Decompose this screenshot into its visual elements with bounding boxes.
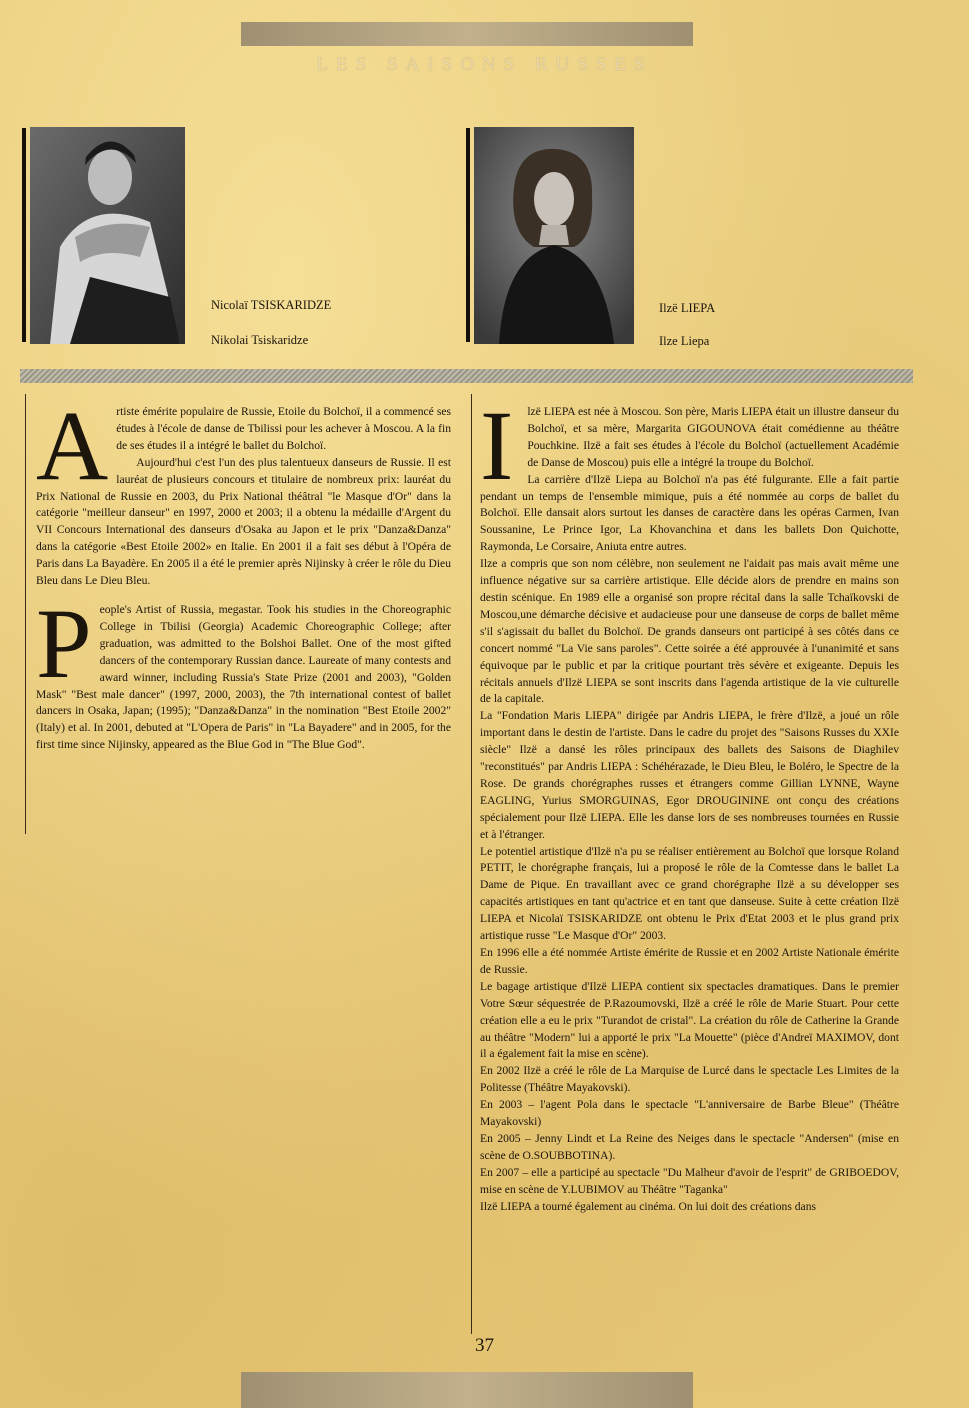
section-divider: [20, 369, 913, 383]
paragraph: En 2002 Ilzë a créé le rôle de La Marquise de Lurcé dans le spectacle Les Limites de la Politesse (Théâtre Mayakovski).: [480, 1064, 899, 1095]
paragraph: En 1996 elle a été nommée Artiste émérite de Russie et en 2002 Artiste Nationale émérite de Russie.: [480, 946, 899, 976]
page-number: 37: [475, 1335, 494, 1356]
page-header-title: LES SAISONS RUSSES: [316, 54, 653, 75]
column-rule: [25, 394, 26, 834]
profile-latin-name: Nikolai Tsiskaridze: [211, 333, 309, 347]
drop-cap: A: [36, 390, 109, 501]
column-rule: [471, 394, 472, 1334]
paragraph: eople's Artist of Russia, megastar. Took his studies in the Choreographic College in Tbilisi (Georgia) Academic Choreographic College; after graduation, was admitted to the Bolshoi Ballet. One of the most gifted dancers of the contemporary Russian dance. Laureate of many contests and award winner, including Russia's State Prize (2001 and 2003), "Golden Mask" "Best male dancer" (1997, 2000, 2003), the 7th international contest of ballet dancers in Osaka, Japan; (1995); "Danza&Danza" in the nomination "Best Etoile 2002" (Italy) et al. In 2001, debuted at "L'Opera de Paris" in "La Bayadere" and in 2005, for the first time since Nijinsky, appeared as the Blue God in "The Blue God".: [36, 602, 451, 752]
paragraph: Le bagage artistique d'Ilzë LIEPA contient six spectacles dramatiques. Dans le premier Votre Sœur séquestrée de P.Razoumovski, Ilzë a créé le rôle de Marie Stuart. Pour cette création elle a eu le prix "Turandot de cristal". La création du rôle de Catherine la Grande au théâtre "Modern" lui a apporté le prix "La Mouette" (pièce d'Andreï MAXIMOV, dont il a également fait la mise en scène).: [480, 979, 899, 1061]
left-column: [36, 390, 451, 754]
drop-cap: I: [480, 390, 514, 501]
paragraph: En 2003 – l'agent Pola dans le spectacle "L'anniversaire de Barbe Bleue" (Théâtre Mayakovski): [480, 1098, 899, 1129]
paragraph: En 2005 – Jenny Lindt et La Reine des Neiges dans le spectacle "Andersen" (mise en scène de O.SOUBBOTINA).: [480, 1131, 899, 1162]
paragraph: Le potentiel artistique d'Ilzë n'a pu se réaliser entièrement au Bolchoï que lorsque Roland PETIT, le chorégraphe français, lui a proposé le rôle de la Comtesse dans le ballet La Dame de Pique. En travaillant avec ce grand chorégraphe Ilzë a su développer ses capacités artistiques en tant qu'actrice et en tant que danseuse. Suite à cette création Ilzë LIEPA et Nicolaï TSISKARIDZE ont obtenu le Prix d'Etat 2003 et le plus grand prix artistique russe "Le Masque d'Or" 2003.: [480, 844, 899, 943]
paragraph: Ilzë LIEPA a tourné également au cinéma. On lui doit des créations dans: [480, 1199, 817, 1213]
paragraph: rtiste émérite populaire de Russie, Etoile du Bolchoï, il a commencé ses études à l'école de danse de Tbilissi pour les achever à Moscou. A la fin de ses études il a intégré le ballet du Bolchoï.: [116, 405, 451, 452]
drop-cap: P: [36, 587, 92, 699]
profile-latin-name: Ilze Liepa: [659, 334, 710, 348]
profile-name: Nicolaï TSISKARIDZE: [211, 298, 332, 312]
photo-accent-bar: [22, 128, 26, 342]
footer-band: [241, 1372, 693, 1408]
header-band: [241, 22, 693, 46]
paragraph: Aujourd'hui c'est l'un des plus talentueux danseurs de Russie. Il est lauréat de plusieurs concours et titulaire de nombreux prix: lauréat du Prix National de Russie en 2003, du Prix National théâtral "le Masque d'Or" dans la catégorie "meilleur danseur" en 1997, 2000 et 2003; il a obtenu la médaille d'Argent du VII Concours International des danseurs d'Osaka au Japon et le prix "Danza&Danza" dans la catégorie «Best Etoile 2002» en Italie. En 2001 il a fait ses début à l'Opéra de Paris dans La Bayadère. En 2005 il a été le premier après Nijinsky à créer le rôle du Dieu Bleu dans Le Dieu Bleu.: [36, 455, 451, 588]
paragraph: Ilze a compris que son nom célèbre, non seulement ne l'aidait pas mais avait même une influence négative sur sa carrière artistique. Elle décide alors de prendre en mains son destin scénique. En 1989 elle a organisé son propre récital dans la salle Tchaïkovski de Moscou,une démarche décisive et audacieuse pour une danseuse de corps de ballet même s'il s'agissait du ballet du Bolchoï. De grands danseurs ont participé à ses côtés dans ce concert nommé "La Vie sans paroles". Cette soirée a été approuvée à l'unanimité et sans équivoque par le public et par la critique pourtant très sévère et exigeante. Depuis les récitals annuels d'Ilzë LIEPA se sont inscrits dans l'agenda artistique de la vie culturelle de la capitale.: [480, 557, 899, 706]
profile-name: Ilzë LIEPA: [659, 301, 716, 315]
right-column: [480, 390, 899, 1216]
portrait-photo-tsiskaridze: [30, 127, 185, 344]
paragraph: lzë LIEPA est née à Moscou. Son père, Maris LIEPA était un illustre danseur du Bolchoï, et sa mère, Margarita GIGOUNOVA était comédienne au théâtre Pouchkine. Ilzë a fait ses études à l'école du Bolchoï (actuellement Académie de Danse de Moscou) puis elle a intégré la troupe du Bolchoï.: [527, 405, 899, 469]
portrait-photo-liepa: [474, 127, 634, 344]
paragraph: La "Fondation Maris LIEPA" dirigée par Andris LIEPA, le frère d'Ilzë, a joué un rôle important dans le destin de l'artiste. Dans le cadre du projet des "Saisons Russes du XXIe siècle" Ilzë a dansé les rôles principaux des ballets des Saisons de Diaghilev "reconstitués" par Andris LIEPA : Schéhérazade, le Dieu Bleu, le Boléro, le Spectre de la Rose. De grands chorégraphes russes et étrangers comme Gillian LYNNE, Wayne EAGLING, Yurius SMORGUINAS, Egor DROUGININE ont conçu des créations spécialement pour Ilzë LIEPA. Elle les danse lors de ses nombreuses tournées en Russie et à l'étranger.: [480, 709, 899, 841]
paragraph: La carrière d'Ilzë Liepa au Bolchoï n'a pas été fulgurante. Elle a fait partie pendant un temps de l'ensemble mimique, puis a été nommée au corps de ballet du Bolchoï. Elle dansait alors surtout les danses de caractère dans les opéras Carmen, Ivan Soussanine, Le Prince Igor, La Khovanchina et dans les ballets Don Quichotte, Raymonda, Le Corsaire, Aniuta entre autres.: [480, 472, 899, 554]
photo-accent-bar: [466, 128, 470, 342]
paragraph: En 2007 – elle a participé au spectacle "Du Malheur d'avoir de l'esprit" de GRIBOEDOV, mise en scène de Y.LUBIMOV au Théâtre "Taganka": [480, 1165, 899, 1196]
